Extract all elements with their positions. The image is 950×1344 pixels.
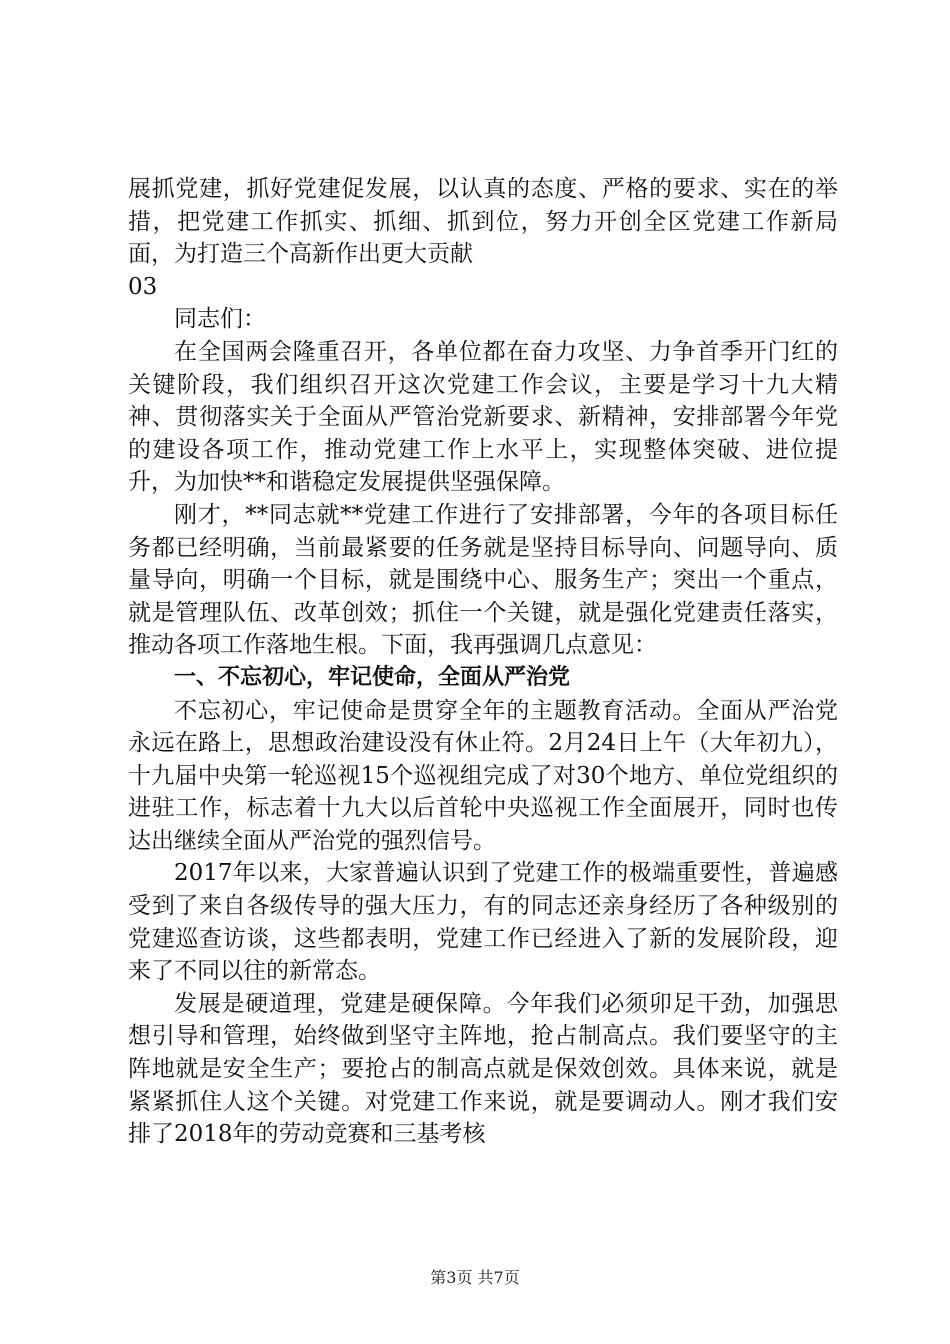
continuation-paragraph: 展抓党建，抓好党建促发展，以认真的态度、严格的要求、实在的举措，把党建工作抓实、抓细、抓到位，努力开创全区党建工作新局面，为打造三个高新作出更大贡献: [128, 176, 838, 268]
document-body: [128, 173, 838, 1151]
body-paragraph: 在全国两会隆重召开，各单位都在奋力攻坚、力争首季开门红的关键阶段，我们组织召开这次党建工作会议，主要是学习十九大精神、贯彻落实关于全面从严管治党新要求、新精神，安排部署今年党的建设各项工作，推动党建工作上水平上，实现整体突破、进位提升，为加快**和谐稳定发展提供坚强保障。: [128, 338, 838, 496]
body-paragraph: 不忘初心，牢记使命是贯穿全年的主题教育活动。全面从严治党永远在路上，思想政治建设没有休止符。2月24日上午（大年初九），十九届中央第一轮巡视15个巡视组完成了对30个地方、单位党组织的进驻工作，标志着十九大以后首轮中央巡视工作全面展开，同时也传达出继续全面从严治党的强烈信号。: [128, 697, 838, 854]
section-heading: 一、不忘初心，牢记使命，全面从严治党: [174, 664, 571, 690]
body-paragraph: 刚才，**同志就**党建工作进行了安排部署，今年的各项目标任务都已经明确，当前最紧要的任务就是坚持目标导向、问题导向、质量导向，明确一个目标，就是围绕中心、服务生产；突出一个重点，就是管理队伍、改革创效；抓住一个关键，就是强化党建责任落实，推动各项工作落地生根。下面，我再强调几点意见：: [128, 501, 838, 659]
body-paragraph: 2017年以来，大家普遍认识到了党建工作的极端重要性，普遍感受到了来自各级传导的强大压力，有的同志还亲身经历了各种级别的党建巡查访谈，这些都表明，党建工作已经进入了新的发展阶段，迎来了不同以往的新常态。: [128, 860, 838, 985]
page-footer: 第3页 共7页: [430, 1268, 520, 1287]
section-number: 03: [128, 273, 158, 300]
body-paragraph: 发展是硬道理，党建是硬保障。今年我们必须卯足干劲，加强思想引导和管理，始终做到坚守主阵地，抢占制高点。我们要坚守的主阵地就是安全生产；要抢占的制高点就是保效创效。具体来说，就是紧紧抓住人这个关键。对党建工作来说，就是要调动人。刚才我们安排了2018年的劳动竞赛和三基考核: [128, 990, 838, 1148]
salutation: 同志们：: [174, 306, 266, 333]
